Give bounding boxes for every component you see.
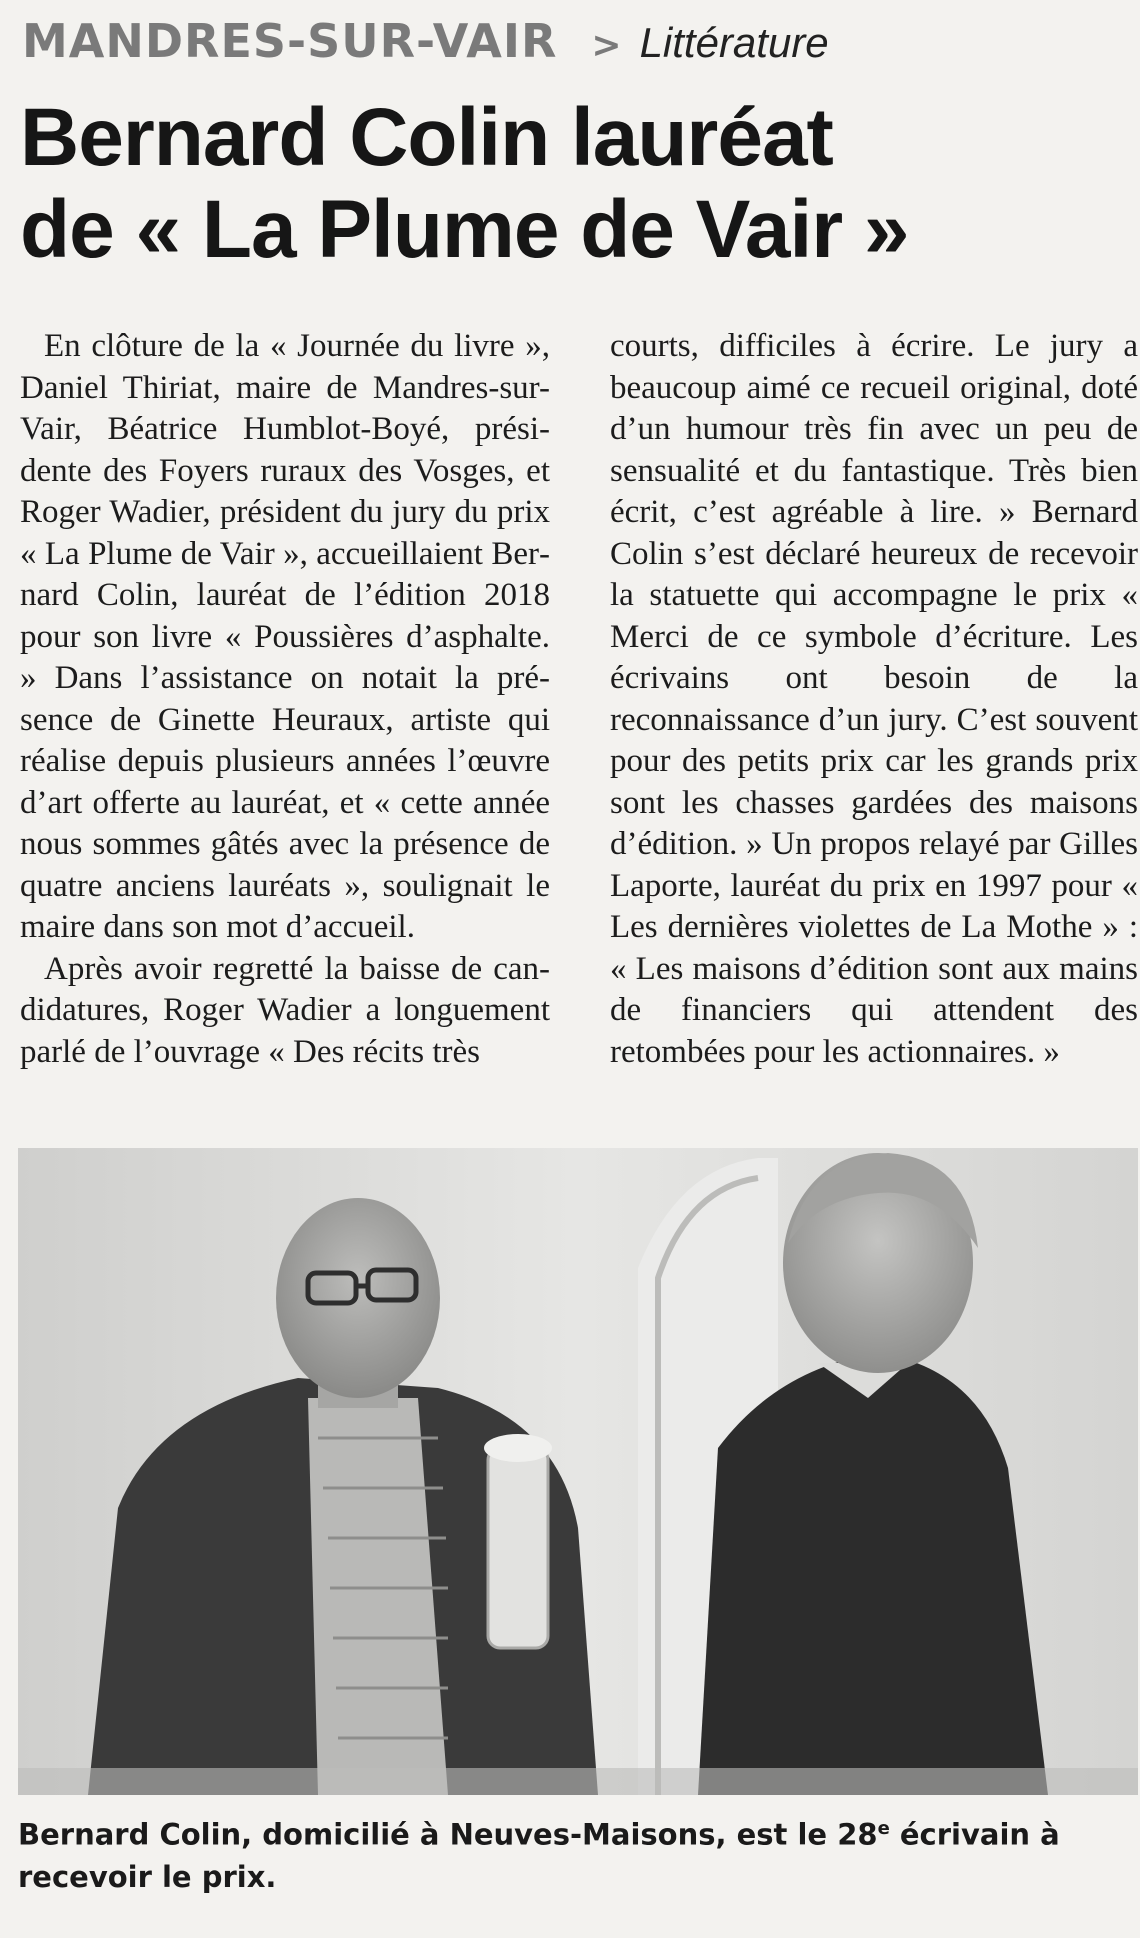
article-photo [18,1148,1138,1795]
caption-text-end: écrivain à recevoir le prix. [18,1817,1060,1894]
caption-superscript: e [877,1818,890,1839]
chevron-right-icon: > [591,25,622,66]
kicker-rubric: Littérature [639,19,829,66]
article-paragraph: Après avoir regretté la baisse de candidatures, Roger Wadier a longuement parlé de l’ouvrage « Des récits très [20,950,550,1070]
article-column-left [20,326,550,1073]
photo-illustration [18,1148,1138,1795]
section-kicker [22,14,829,76]
photo-caption [18,1808,1128,1898]
headline-line-1: Bernard Colin lauréat [20,92,833,183]
article-column-right [610,326,1138,1073]
caption-text-start: Bernard Colin, domicilié à Neuves-Maisons, est le 28 [18,1817,878,1852]
article-paragraph: courts, difficiles à écrire. Le jury a beaucoup aimé ce recueil original, doté d’un humour très fin avec un peu de sensualité et du fantastique. Très bien écrit, c’est agréable à lire. » Bernard Colin s’est déclaré heureux de recevoir la statuette qui accompagne le prix « Merci de ce symbole d’écriture. Les écrivains ont besoin de la reconnaissance d’un jury. C’est souvent pour des petits prix car les grands prix sont les chasses gardées des maisons d’édition. » Un propos relayé par Gilles Laporte, lauréat du prix en 1997 pour « Les dernières violettes de La Mothe » : « Les maisons d’édition sont aux mains de financiers qui attendent des retombées pour les actionnaires. » [610,328,1138,1070]
article-headline [20,92,1120,276]
kicker-place: MANDRES-SUR-VAIR [22,14,558,68]
headline-line-2: de « La Plume de Vair » [20,184,909,275]
article-paragraph: En clôture de la « Journée du livre », Daniel Thiriat, maire de Mandres-sur-Vair, Béatrice Humblot-Boyé, présidente des Foyers ruraux des Vosges, et Roger Wadier, président du jury du prix « La Plume de Vair », accueillaient Bernard Colin, lauréat de l’édition 2018 pour son livre « Poussières d’asphalte. » Dans l’assistance on notait la présence de Ginette Heuraux, artiste qui réalise depuis plusieurs années l’œuvre d’art offerte au lauréat, et « cette année nous sommes gâtés avec la présence de quatre anciens lauréats », soulignait le maire dans son mot d’accueil. [20,328,550,945]
